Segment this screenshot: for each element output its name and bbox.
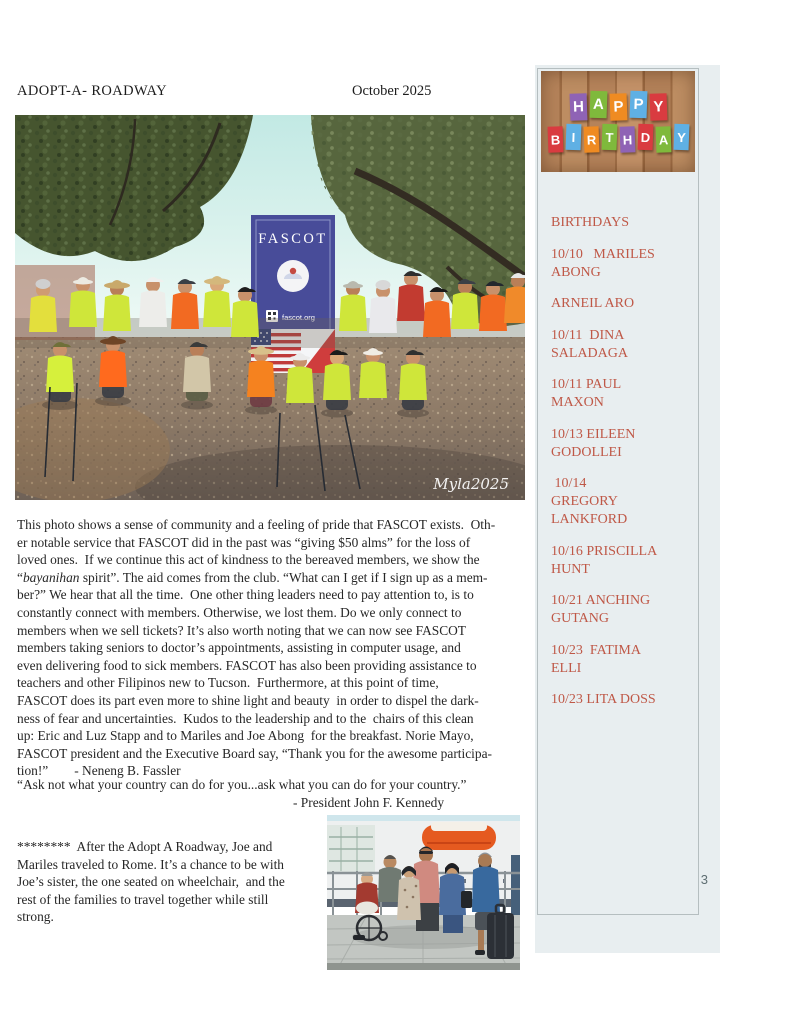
rome-line: rest of the families to travel together while still — [17, 891, 269, 907]
letter-tile: Y — [673, 124, 689, 151]
article-line: even delivering food to sick members. FASCOT has also been providing assistance to — [17, 657, 477, 673]
birthday-entry: ARNEIL ARO — [551, 296, 635, 311]
birthday-entry: 10/23 FATIMA ELLI — [551, 642, 641, 676]
quote-attribution: - President John F. Kennedy — [293, 794, 445, 810]
article-attribution: - Neneng B. Fassler — [74, 763, 181, 779]
letter-tile: R — [583, 126, 599, 153]
letter-tile: A — [655, 126, 671, 153]
rome-line: Mariles traveled to Rome. It’s a chance to be with — [17, 856, 284, 872]
happy-row — [541, 92, 695, 119]
letter-tile: H — [569, 93, 587, 121]
photo-watermark: Myla2025 — [433, 475, 509, 493]
birthday-entry: 10/13 EILEEN GODOLLEI — [551, 426, 636, 460]
article-line: FASCOT president and the Executive Board say, “Thank you for the awesome participa- — [17, 745, 492, 761]
article-line: loved ones. If we continue this act of kindness to the bereaved members, we show the — [17, 552, 480, 568]
birthday-list-heading: BIRTHDAYS — [551, 215, 629, 230]
birthday-box — [537, 68, 699, 915]
rome-line: strong. — [17, 909, 54, 925]
birthday-entry: 10/10 MARILES ABONG — [551, 246, 655, 280]
birthday-entry: 10/23 LITA DOSS — [551, 692, 656, 707]
banner-url: fascot.org — [282, 313, 315, 322]
birthday-row — [541, 125, 695, 151]
letter-tile: B — [547, 126, 563, 153]
kennedy-quote — [17, 776, 466, 811]
rome-line: Joe’s sister, the one seated on wheelchair, and the — [17, 874, 285, 890]
birthday-list — [551, 214, 695, 723]
letter-tile: Y — [649, 93, 667, 121]
article-line: teachers and other Filipinos new to Tucson. Furthermore, at this point of time, — [17, 675, 439, 691]
article-line: ber?” We hear that all the time. One other thing leaders need to pay attention to, is to — [17, 587, 474, 603]
rome-photo — [327, 815, 520, 970]
article-line: This photo shows a sense of community and a feeling of pride that FASCOT exists. Oth- — [17, 517, 496, 532]
article-line: constantly connect with members. Otherwise, we lost them. Do we only connect to — [17, 604, 462, 620]
rome-note — [17, 838, 285, 926]
birthday-entry: 10/16 PRISCILLA HUNT — [551, 543, 658, 577]
birthday-entry: 10/21 ANCHING GUTANG — [551, 593, 651, 626]
sidebar — [535, 65, 720, 953]
page-title: ADOPT-A- ROADWAY — [17, 83, 167, 99]
article-text — [17, 516, 537, 780]
quote-line: “Ask not what your country can do for you...ask what you can do for your country.” — [17, 777, 467, 792]
page-date: October 2025 — [352, 83, 432, 99]
letter-tile: A — [589, 91, 607, 119]
article-line: FASCOT does its part even more to shine light and beauty in order to dispel the dark- — [17, 692, 479, 708]
letter-tile: T — [601, 124, 617, 151]
letter-tile: I — [565, 124, 581, 151]
article-line: er notable service that FASCOT did in the past was “giving $50 alms” for the loss of — [17, 534, 471, 550]
letter-tile: D — [637, 124, 653, 151]
birthday-entry: 10/14 GREGORY LANKFORD — [551, 476, 628, 527]
birthday-entry: 10/11 DINA SALADAGA — [551, 327, 628, 361]
article-line: members when we sell tickets? It’s also worth noting that we can now see FASCOT — [17, 622, 466, 638]
birthday-entry: 10/11 PAUL MAXON — [551, 377, 622, 410]
letter-tile: P — [629, 91, 647, 119]
group-photo — [15, 115, 525, 500]
article-line: up: Eric and Luz Stapp and to Mariles and Joe Abong for the breakfast. Norie Mayo, — [17, 728, 474, 744]
letter-tile: P — [609, 93, 627, 121]
suitcase — [487, 905, 514, 959]
banner-title: FASCOT — [258, 231, 328, 247]
italic-word: bayanihan — [22, 569, 80, 585]
article-line: “bayanihan spirit”. The aid comes from the club. “What can I get if I sign up as a mem- — [17, 569, 488, 585]
article-line: ness of fear and uncertainties. Kudos to the leadership and to the chairs of this clean — [17, 710, 474, 726]
letter-tile: H — [619, 126, 635, 153]
article-line: members taking seniors to doctor’s appointments, assisting in computer usage, and — [17, 640, 461, 656]
page-number: 3 — [700, 872, 708, 887]
rome-line: ******** After the Adopt A Roadway, Joe and — [17, 839, 273, 854]
happy-birthday-sign — [541, 71, 695, 172]
article-line: tion!” - Neneng B. Fassler — [17, 763, 181, 779]
